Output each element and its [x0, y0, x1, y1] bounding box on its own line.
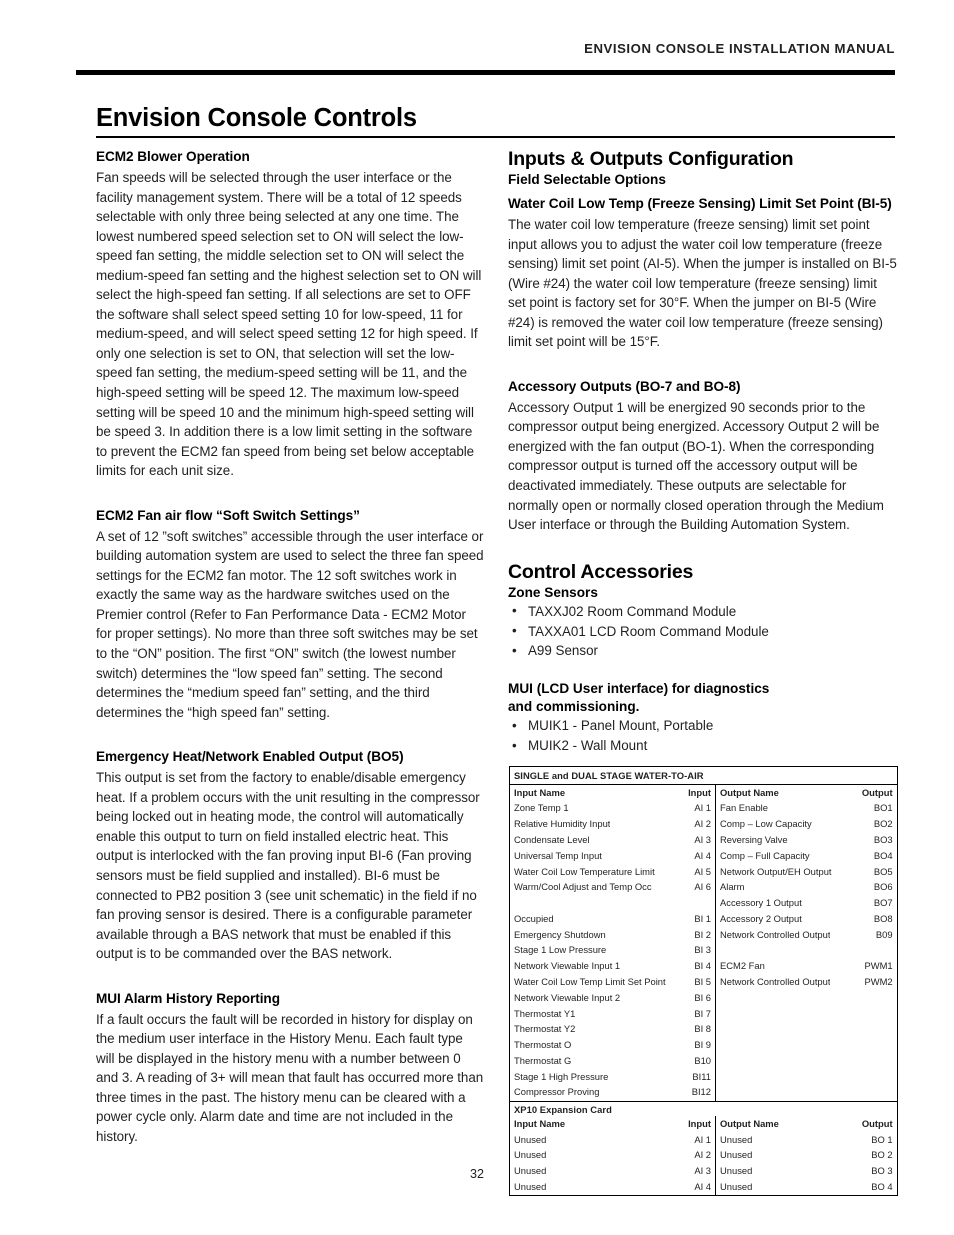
table-cell-code	[884, 1039, 893, 1052]
column-header-input: Input	[688, 786, 711, 798]
table-cell-code: BI 7	[694, 1007, 711, 1019]
page-title-rule	[96, 136, 895, 138]
header-rule	[76, 70, 895, 75]
section-body-mui-alarm-history: If a fault occurs the fault will be recorded in history for display on the medium user interface in the History Menu. Each fault type will be displayed in the history menu with a number between 0 and 3. A reading of 3+ will mean that fault has occurred more than three times in the past. The history menu can be cleared with a power cycle only. Alarm date and time are not included in the history.	[96, 1011, 484, 1144]
spacer	[508, 352, 898, 378]
table-cell-name: Thermostat G	[514, 1054, 572, 1066]
table-cell-name: Network Output/EH Output	[720, 865, 832, 877]
mui-items-list	[508, 716, 898, 756]
page-title: Envision Console Controls	[96, 104, 417, 132]
subheading-field-selectable-options: Field Selectable Options	[508, 172, 666, 187]
bullet-icon: •	[512, 717, 517, 733]
table-row	[716, 974, 897, 990]
right-column	[508, 148, 898, 756]
table-cell-code: BO1	[873, 802, 893, 814]
column-header-output-name: Output Name	[720, 1117, 779, 1129]
table-expansion-grid	[510, 1116, 897, 1195]
table-row	[510, 801, 715, 817]
section-heading-control-accessories: Control Accessories	[508, 560, 694, 583]
table-row	[716, 959, 897, 975]
table-cell-name: Network Viewable Input 1	[514, 960, 621, 972]
table-expansion-outputs-body	[716, 1132, 897, 1195]
table-expansion-inputs-column	[510, 1116, 716, 1195]
list-item	[508, 622, 898, 642]
spacer	[96, 481, 484, 507]
table-cell-code: BI 2	[694, 928, 711, 940]
table-cell-code: BO4	[873, 849, 893, 861]
table-cell-name: Unused	[720, 1149, 753, 1161]
table-row	[510, 1038, 715, 1054]
table-cell-name: Stage 1 High Pressure	[514, 1070, 609, 1082]
table-cell-name: Unused	[720, 1165, 753, 1177]
table-cell-name: Emergency Shutdown	[514, 928, 606, 940]
table-cell-code: PWM2	[864, 975, 893, 987]
table-cell-code: AI 1	[694, 802, 711, 814]
table-cell-code: B09	[875, 928, 893, 940]
table-cell-name: Unused	[514, 1165, 547, 1177]
table-cell-name: Stage 1 Low Pressure	[514, 944, 607, 956]
section-heading-inputs-outputs-configuration: Inputs & Outputs Configuration	[508, 148, 794, 170]
bullet-icon: •	[512, 603, 517, 619]
table-header-row	[510, 785, 715, 801]
table-cell-name	[720, 1055, 723, 1068]
table-cell-code: BI 6	[694, 991, 711, 1003]
section-body-water-coil-low-temp: The water coil low temperature (freeze sensing) limit set point input allows you to adjust the water coil low temperature (freeze sensing) limit set point (AI-5). When the jumper is installed on BI-5 (Wire #24) the water coil low temperature (freeze sensing) limit set point is factory set for 30°F. When the jumper on BI-5 (Wire #24) is removed the water coil low temperature (freeze sensing) limit set point will be 15°F.	[508, 217, 897, 350]
spacer	[96, 964, 484, 990]
table-cell-code: BO8	[873, 912, 893, 924]
section-body-emergency-heat-output: This output is set from the factory to enable/disable emergency heat. If a problem occurs with the unit resulting in the compressor being locked out in heating mode, the control will automatically enable this output to turn on field installed electric heat. This output is interlocked with the fan proving input BI-6 (Fan proving sensors must be field supplied and installed). BI-6 must be connected to PB2 position 3 (see unit schematic) in the field if no fan proving sensor is desired. There is a configurable parameter available through a BAS network that must be enabled if this output is to be commanded over the BAS network.	[96, 770, 480, 962]
list-item	[508, 716, 898, 736]
table-inputs-column	[510, 785, 716, 1101]
column-header-output: Output	[861, 1117, 893, 1129]
table-cell-name: Unused	[720, 1133, 753, 1145]
spacer	[508, 661, 898, 680]
table-cell-name: Network Viewable Input 2	[514, 991, 621, 1003]
table-row	[510, 1085, 715, 1101]
table-row	[510, 959, 715, 975]
table-cell-code	[884, 944, 893, 957]
column-header-input-name: Input Name	[514, 786, 566, 798]
section-heading-ecm2-blower-operation: ECM2 Blower Operation	[96, 149, 250, 164]
table-outputs-body	[716, 801, 897, 1101]
table-row	[510, 1132, 715, 1148]
table-cell-code: BI12	[691, 1086, 711, 1098]
table-cell-name: Fan Enable	[720, 802, 768, 814]
table-cell-code	[884, 1023, 893, 1036]
running-head: ENVISION CONSOLE INSTALLATION MANUAL	[584, 41, 895, 56]
table-cell-code: BI 4	[694, 960, 711, 972]
list-item-label: A99 Sensor	[528, 643, 598, 659]
table-cell-code: B10	[694, 1054, 711, 1066]
table-row	[716, 1069, 897, 1085]
table-cell-name: Water Coil Low Temp Limit Set Point	[514, 975, 666, 987]
spacer	[96, 722, 484, 748]
table-row	[510, 911, 715, 927]
section-heading-accessory-outputs: Accessory Outputs (BO-7 and BO-8)	[508, 378, 741, 394]
list-item-label: MUIK2 - Wall Mount	[528, 738, 648, 754]
table-cell-name: Thermostat Y2	[514, 1023, 576, 1035]
table-expansion-outputs-column	[716, 1116, 897, 1195]
table-row	[716, 1148, 897, 1164]
table-cell-name: Accessory 1 Output	[720, 897, 802, 909]
table-cell-name	[720, 992, 723, 1005]
table-row	[510, 1022, 715, 1038]
table-cell-code: AI 1	[694, 1133, 711, 1145]
bullet-icon: •	[512, 642, 517, 658]
table-cell-code: BO 2	[871, 1149, 893, 1161]
table-row	[716, 1053, 897, 1069]
table-row	[510, 927, 715, 943]
table-row	[510, 1006, 715, 1022]
column-header-input: Input	[688, 1117, 711, 1129]
table-header-row	[716, 785, 897, 801]
table-cell-name: Unused	[514, 1180, 547, 1192]
table-row	[716, 864, 897, 880]
list-item	[508, 602, 898, 622]
list-item	[508, 641, 898, 661]
table-cell-name	[720, 1008, 723, 1021]
table-cell-name: Unused	[514, 1149, 547, 1161]
table-main-grid	[510, 785, 897, 1101]
table-cell-code	[702, 897, 711, 910]
table-cell-code: AI 3	[694, 833, 711, 845]
subheading-mui-diagnostics-line2: and commissioning.	[508, 699, 640, 715]
table-cell-code	[884, 1008, 893, 1021]
table-cell-code: BO2	[873, 818, 893, 830]
table-cell-name: Relative Humidity Input	[514, 818, 611, 830]
table-cell-name: Condensate Level	[514, 833, 590, 845]
table-cell-name	[720, 944, 723, 957]
io-configuration-table	[509, 766, 898, 1196]
table-row	[716, 817, 897, 833]
table-cell-code: AI 6	[694, 881, 711, 893]
page-number: 32	[469, 1167, 484, 1181]
table-row	[716, 801, 897, 817]
table-cell-code: BI 3	[694, 944, 711, 956]
table-cell-name: Unused	[514, 1133, 547, 1145]
table-row	[716, 927, 897, 943]
table-row	[716, 911, 897, 927]
table-cell-name: Warm/Cool Adjust and Temp Occ	[514, 881, 652, 893]
list-item	[508, 736, 898, 756]
table-row	[510, 880, 715, 896]
table-cell-code: BI 8	[694, 1023, 711, 1035]
table-cell-name	[720, 1023, 723, 1036]
table-row	[716, 880, 897, 896]
table-cell-code	[884, 1071, 893, 1084]
table-cell-name: Comp – Low Capacity	[720, 818, 812, 830]
table-cell-name: Unused	[720, 1180, 753, 1192]
table-cell-name	[514, 897, 517, 910]
table-row	[510, 943, 715, 959]
table-row	[716, 990, 897, 1006]
column-header-output-name: Output Name	[720, 786, 779, 798]
table-row	[510, 864, 715, 880]
table-cell-name: Thermostat O	[514, 1039, 572, 1051]
table-cell-name: Reversing Valve	[720, 833, 788, 845]
list-item-label: TAXXA01 LCD Room Command Module	[528, 623, 769, 639]
section-body-soft-switch-settings: A set of 12 ”soft switches” accessible through the user interface or building automation system are used to select the three fan speed settings for the ECM2 fan motor. The 12 soft switches work in exactly the same way as the hardware switches used on the Premier control (Refer to Fan Performance Data - ECM2 Motor for proper settings). No more than three soft switches may be set to the “ON” position. The first “ON” switch (the lowest number switch) determines the “low speed fan” setting. The second determines the “medium speed fan” setting, and the third determines the “high speed fan” setting.	[96, 528, 484, 720]
table-row	[510, 817, 715, 833]
subheading-zone-sensors: Zone Sensors	[508, 584, 598, 600]
table-row	[510, 848, 715, 864]
table-row	[510, 895, 715, 911]
bullet-icon: •	[512, 737, 517, 753]
section-body-accessory-outputs: Accessory Output 1 will be energized 90 seconds prior to the compressor output being energized. Accessory Output 2 will be energized with the fan output (BO-1). When the corresponding compressor output is turned off the accessory output will be deactivated immediately. These outputs are selectable for normally open or normally closed operation through the Medium User interface or through the Building Automation System.	[508, 399, 884, 533]
column-header-input-name: Input Name	[514, 1117, 566, 1129]
table-cell-name: Zone Temp 1	[514, 802, 569, 814]
table-cell-code: BO5	[873, 865, 893, 877]
table-row	[716, 1179, 897, 1195]
table-cell-name: ECM2 Fan	[720, 960, 765, 972]
bullet-icon: •	[512, 623, 517, 639]
section-heading-soft-switch-settings: ECM2 Fan air flow “Soft Switch Settings”	[96, 507, 360, 523]
table-cell-code: AI 4	[694, 849, 711, 861]
table-cell-name: Alarm	[720, 881, 745, 893]
column-header-output: Output	[861, 786, 893, 798]
table-cell-code: BO 3	[871, 1165, 893, 1177]
table-cell-name: Compressor Proving	[514, 1086, 600, 1098]
table-cell-name: Network Controlled Output	[720, 975, 831, 987]
left-column	[96, 148, 484, 1147]
table-cell-code: PWM1	[864, 960, 893, 972]
table-cell-name	[720, 1086, 723, 1099]
table-cell-code: AI 2	[694, 818, 711, 830]
section-body-ecm2-blower-operation: Fan speeds will be selected through the user interface or the facility management system. There will be a total of 12 speeds selectable with only three being selected at any one time. The lowest numbered speed selection set to ON will select the low-speed fan setting, the middle selection set to ON will select the medium-speed fan setting and the highest selection set to ON will select the high-speed fan setting. If all selections are set to OFF the software shall select speed setting 10 for low-speed, 11 for medium-speed, and will select speed setting 12 for high speed. If only one selection is set to ON, that selection will set the low-speed fan setting, the medium-speed setting will be 11, and the high-speed setting will be speed 12. The maximum low-speed setting will be speed 10 and the minimum high-speed setting will be speed 3. In addition there is a low limit setting in the software to prevent the ECM2 fan speed from being set below acceptable limits for each unit size.	[96, 170, 482, 479]
table-cell-name: Thermostat Y1	[514, 1007, 576, 1019]
table-row	[716, 1006, 897, 1022]
spacer	[508, 535, 898, 561]
table-row	[510, 990, 715, 1006]
table-outputs-column	[716, 785, 897, 1101]
table-row	[510, 832, 715, 848]
table-cell-code: BI 9	[694, 1039, 711, 1051]
table-cell-code: BO 1	[871, 1133, 893, 1145]
table-cell-code: BO6	[873, 881, 893, 893]
subheading-mui-diagnostics-line1: MUI (LCD User interface) for diagnostics	[508, 681, 770, 697]
table-cell-name: Occupied	[514, 912, 554, 924]
table-cell-name: Accessory 2 Output	[720, 912, 802, 924]
section-heading-water-coil-low-temp: Water Coil Low Temp (Freeze Sensing) Limit Set Point (BI-5)	[508, 196, 892, 211]
table-row	[716, 1038, 897, 1054]
table-cell-code: AI 3	[694, 1165, 711, 1177]
table-cell-code: BI 1	[694, 912, 711, 924]
table-row	[510, 1053, 715, 1069]
table-row	[716, 1132, 897, 1148]
table-row	[510, 1179, 715, 1195]
table-cell-code: BO7	[873, 897, 893, 909]
table-cell-code: BI 5	[694, 975, 711, 987]
table-cell-name: Universal Temp Input	[514, 849, 602, 861]
table-cell-name	[720, 1039, 723, 1052]
table-cell-code: BO3	[873, 833, 893, 845]
table-row	[510, 1148, 715, 1164]
table-inputs-body	[510, 801, 715, 1101]
table-expansion-inputs-body	[510, 1132, 715, 1195]
table-cell-code: BI11	[692, 1070, 711, 1082]
table-row	[716, 895, 897, 911]
table-cell-name	[720, 1071, 723, 1084]
table-header-row	[716, 1116, 897, 1132]
table-row	[716, 832, 897, 848]
table-cell-name: Water Coil Low Temperature Limit	[514, 865, 655, 877]
table-row	[716, 1022, 897, 1038]
table-band-single-dual-stage: SINGLE and DUAL STAGE WATER-TO-AIR	[510, 767, 897, 785]
table-cell-code: AI 2	[694, 1149, 711, 1161]
table-band-xp10-expansion-card: XP10 Expansion Card	[510, 1101, 897, 1117]
table-cell-code	[884, 1055, 893, 1068]
list-item-label: TAXXJ02 Room Command Module	[528, 603, 737, 619]
table-cell-code	[884, 992, 893, 1005]
table-cell-code	[884, 1086, 893, 1099]
table-cell-code: AI 5	[694, 865, 711, 877]
table-row	[510, 974, 715, 990]
section-heading-mui-alarm-history: MUI Alarm History Reporting	[96, 990, 280, 1006]
table-row	[510, 1069, 715, 1085]
table-cell-name: Comp – Full Capacity	[720, 849, 810, 861]
table-header-row	[510, 1116, 715, 1132]
table-row	[716, 943, 897, 959]
list-item-label: MUIK1 - Panel Mount, Portable	[528, 718, 714, 734]
table-cell-name: Network Controlled Output	[720, 928, 831, 940]
table-cell-code: BO 4	[871, 1180, 893, 1192]
table-row	[716, 1085, 897, 1101]
section-heading-emergency-heat-output: Emergency Heat/Network Enabled Output (BO5)	[96, 749, 404, 765]
zone-sensors-list	[508, 602, 898, 662]
table-row	[716, 848, 897, 864]
table-cell-code: AI 4	[694, 1180, 711, 1192]
